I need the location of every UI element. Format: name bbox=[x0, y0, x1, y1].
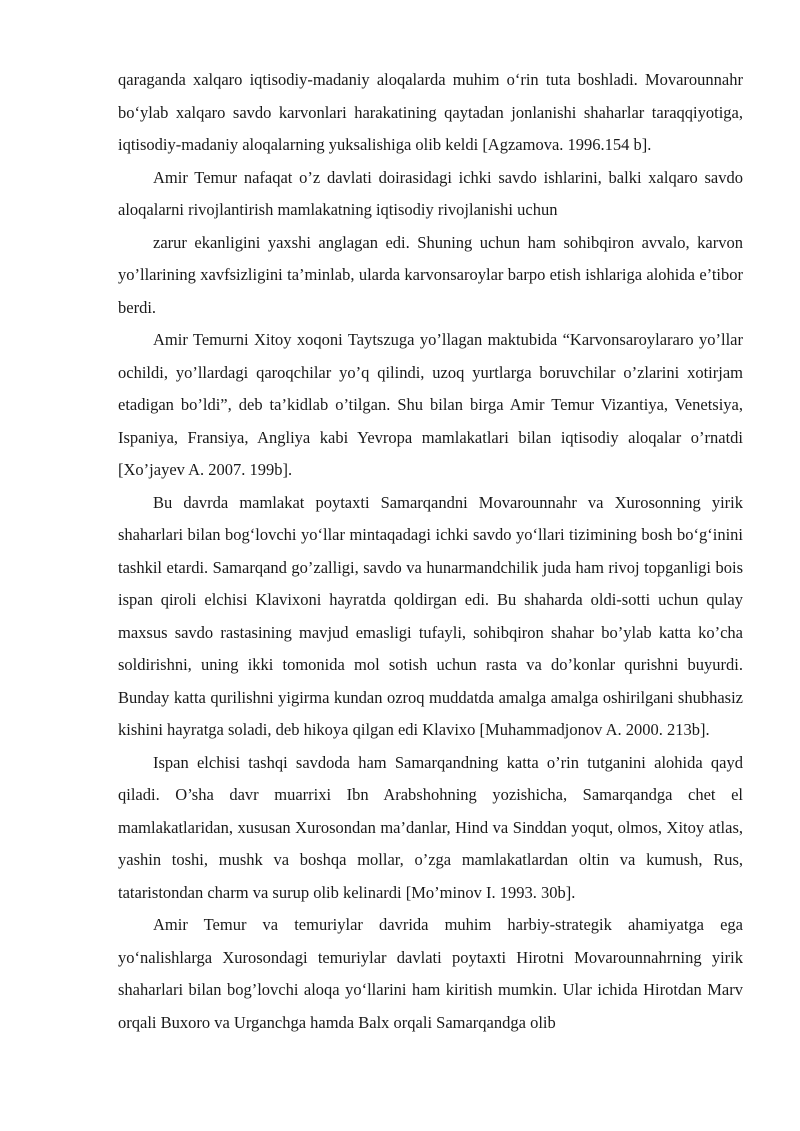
paragraph-7: Amir Temur va temuriylar davrida muhim harbiy-strategik ahamiyatga ega yo‘nalishlarga Xurosondagi temuriylar davlati poytaxti Hirotni Movarounnahrning yirik shaharlari bilan bog’lovchi aloqa yo‘llarini ham kiritish mumkin. Ular ichida Hirotdan Marv orqali Buxoro va Urganchga hamda Balx orqali Samarqandga olib bbox=[118, 915, 743, 1032]
paragraph-3: zarur ekanligini yaxshi anglagan edi. Shuning uchun ham sohibqiron avvalo, karvon yo’llarining xavfsizligini ta’minlab, ularda karvonsaroylar barpo etish ishlariga alohida e’tibor berdi. bbox=[118, 232, 743, 317]
paragraph-6: Ispan elchisi tashqi savdoda ham Samarqandning katta o’rin tutganini alohida qayd qiladi. O’sha davr muarrixi Ibn Arabshohning yozishicha, Samarqandga chet el mamlakatlaridan, xususan Xurosondan ma’danlar, Hind va Sinddan yoqut, olmos, Xitoy atlas, yashin toshi, mushk va boshqa mollar, o’zga mamlakatlardan oltin va kumush, Rus, tataristondan charm va surup olib kelinardi [Mo’minov I. 1993. 30b]. bbox=[118, 752, 743, 902]
paragraph-2: Amir Temur nafaqat o’z davlati doirasidagi ichki savdo ishlarini, balki xalqaro savdo aloqalarni rivojlantirish mamlakatning iqtisodiy rivojlanishi uchun bbox=[118, 167, 743, 219]
body-text bbox=[118, 64, 743, 1039]
paragraph-1: qaraganda xalqaro iqtisodiy-madaniy aloqalarda muhim o‘rin tuta boshladi. Movarounnahr bo‘ylab xalqaro savdo karvonlari harakatining qaytadan jonlanishi shaharlar taraqqiyotiga, iqtisodiy-madaniy aloqalarning yuksalishiga olib keldi [Agzamova. 1996.154 b]. bbox=[118, 70, 743, 154]
paragraph-4: Amir Temurni Xitoy xoqoni Taytszuga yo’llagan maktubida “Karvonsaroylararo yo’llar ochildi, yo’llardagi qaroqchilar yo’q qilindi, uzoq yurtlarga boruvchilar o’zlarini xotirjam etadigan bo’ldi”, deb ta’kidlab o’tilgan. Shu bilan birga Amir Temur Vizantiya, Venetsiya, Ispaniya, Fransiya, Angliya kabi Yevropa mamlakatlari bilan iqtisodiy aloqalar o’rnatdi [Xo’jayev A. 2007. 199b]. bbox=[118, 330, 743, 479]
paragraph-5: Bu davrda mamlakat poytaxti Samarqandni Movarounnahr va Xurosonning yirik shaharlari bilan bog‘lovchi yo‘llar mintaqadagi ichki savdo yo‘llari tizimining bosh bo‘g‘inini tashkil etardi. Samarqand go’zalligi, savdo va hunarmandchilik juda ham rivoj topganligi bois ispan qiroli elchisi Klavixoni hayratda qoldirgan edi. Bu shaharda oldi-sotti uchun qulay maxsus savdo rastasining mavjud emasligi tufayli, sohibqiron shahar bo’ylab katta ko’cha soldirishni, uning ikki tomonida mol sotish uchun rasta va do’konlar qurishni buyurdi. Bunday katta qurilishni yigirma kundan ozroq muddatda amalga amalga oshirilgani shubhasiz kishini hayratga soladi, deb hikoya qilgan edi Klavixo [Muhammadjonov A. 2000. 213b]. bbox=[118, 492, 743, 739]
